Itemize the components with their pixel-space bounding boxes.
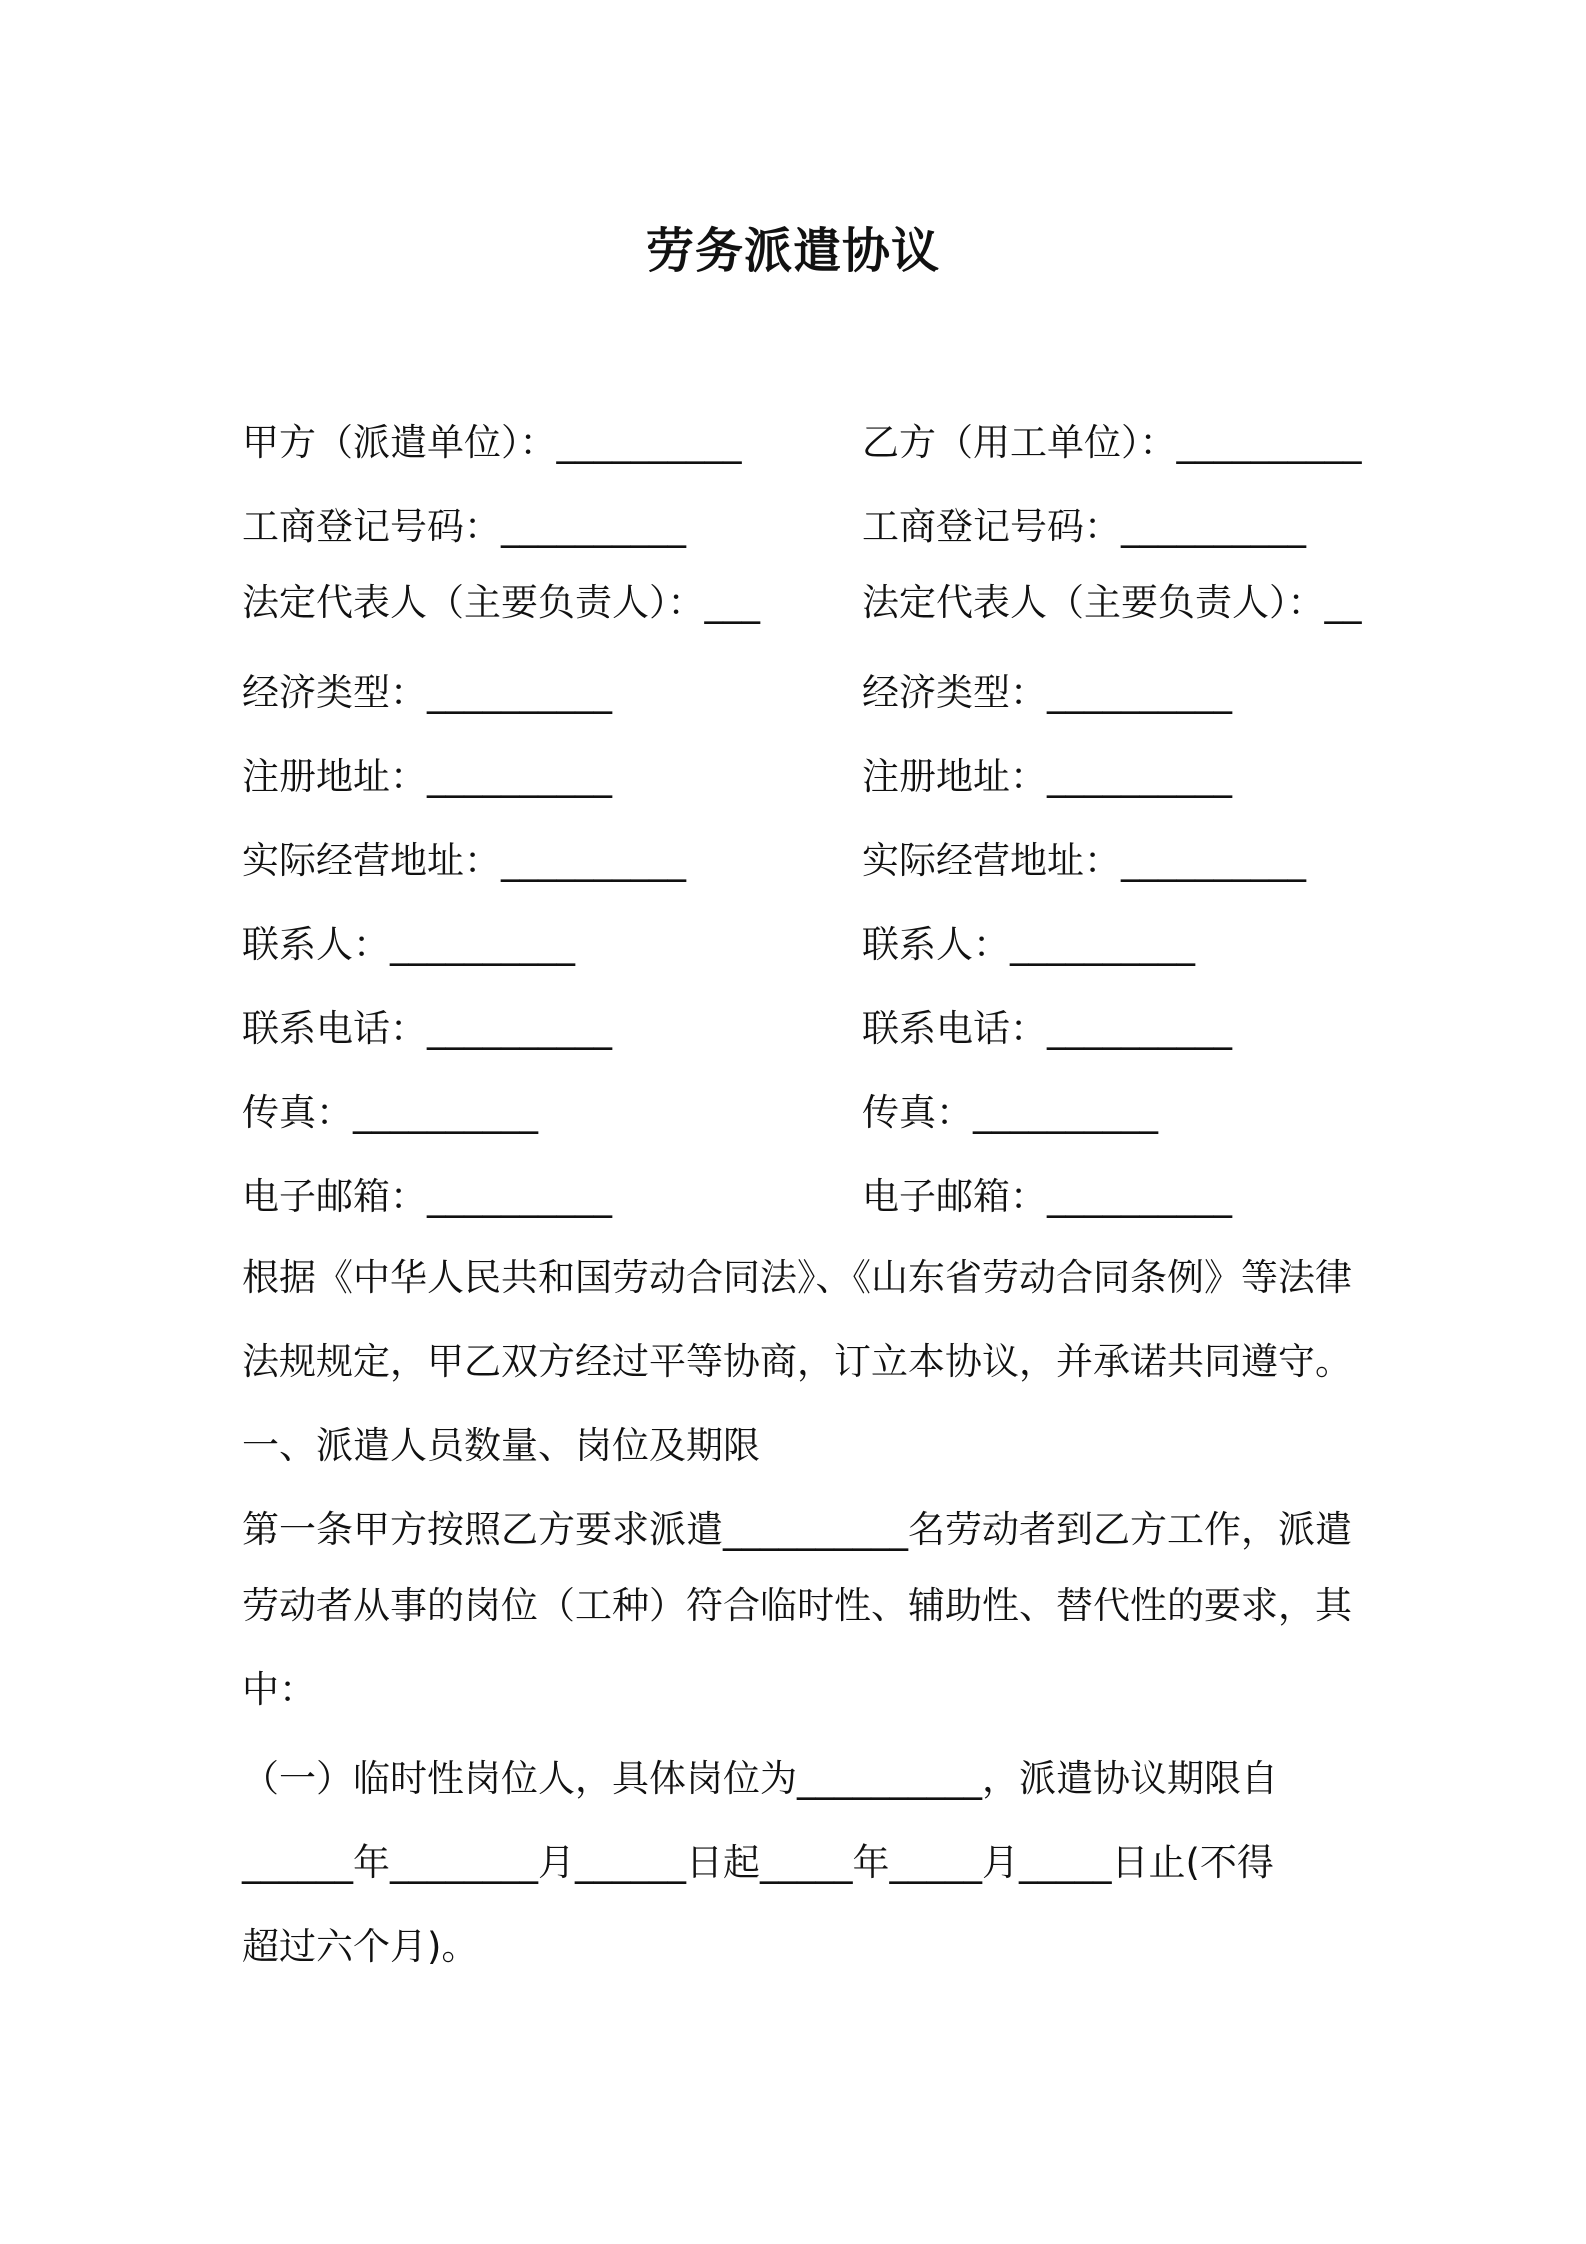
section-heading: 一、派遣人员数量、岗位及期限	[242, 1424, 760, 1467]
party-row	[242, 1088, 1352, 1138]
party-a-field: 法定代表人（主要负责人）：___	[242, 581, 760, 624]
party-a-field: 联系电话：__________	[242, 1007, 612, 1050]
body-line: ______年________月______日起_____年_____月_____日止(不得	[242, 1841, 1274, 1884]
body-line: 根据《中华人民共和国劳动合同法》、《山东省劳动合同条例》等法律	[242, 1256, 1352, 1299]
document-title: 劳务派遣协议	[645, 223, 940, 279]
body-line: 第一条甲方按照乙方要求派遣__________名劳动者到乙方工作，派遣	[242, 1508, 1352, 1551]
party-a-field: 注册地址：__________	[242, 755, 612, 798]
party-row	[242, 502, 1352, 552]
party-a-field: 传真：__________	[242, 1091, 538, 1134]
party-row	[242, 418, 1362, 468]
body-line: 法规规定，甲乙双方经过平等协商，订立本协议，并承诺共同遵守。	[242, 1340, 1352, 1383]
party-b-field: 传真：__________	[862, 1091, 1158, 1134]
body-line: 劳动者从事的岗位（工种）符合临时性、辅助性、替代性的要求，其	[242, 1584, 1352, 1627]
party-b-field: 联系人：__________	[862, 923, 1195, 966]
party-b-field: 经济类型：__________	[862, 671, 1232, 714]
party-row	[242, 920, 1352, 970]
party-row	[242, 578, 1362, 628]
party-row	[242, 1004, 1352, 1054]
body-line: 超过六个月)。	[242, 1925, 479, 1968]
party-a-field: 联系人：__________	[242, 923, 575, 966]
body-line: 中：	[242, 1668, 316, 1711]
party-a-field: 工商登记号码：__________	[242, 505, 686, 548]
party-row	[242, 752, 1352, 802]
party-b-field: 工商登记号码：__________	[862, 505, 1306, 548]
party-row	[242, 836, 1352, 886]
party-a-field: 甲方（派遣单位）：__________	[242, 421, 742, 464]
party-b-field: 电子邮箱：__________	[862, 1175, 1232, 1218]
party-b-field: 注册地址：__________	[862, 755, 1232, 798]
party-row	[242, 1172, 1352, 1222]
body-line: （一）临时性岗位人，具体岗位为__________，派遣协议期限自	[242, 1757, 1278, 1800]
party-row	[242, 668, 1352, 718]
party-b-field: 联系电话：__________	[862, 1007, 1232, 1050]
party-a-field: 经济类型：__________	[242, 671, 612, 714]
party-b-field: 法定代表人（主要负责人）：__	[862, 581, 1362, 624]
party-b-field: 乙方（用工单位）：__________	[862, 421, 1362, 464]
party-a-field: 实际经营地址：__________	[242, 839, 686, 882]
party-b-field: 实际经营地址：__________	[862, 839, 1306, 882]
party-a-field: 电子邮箱：__________	[242, 1175, 612, 1218]
